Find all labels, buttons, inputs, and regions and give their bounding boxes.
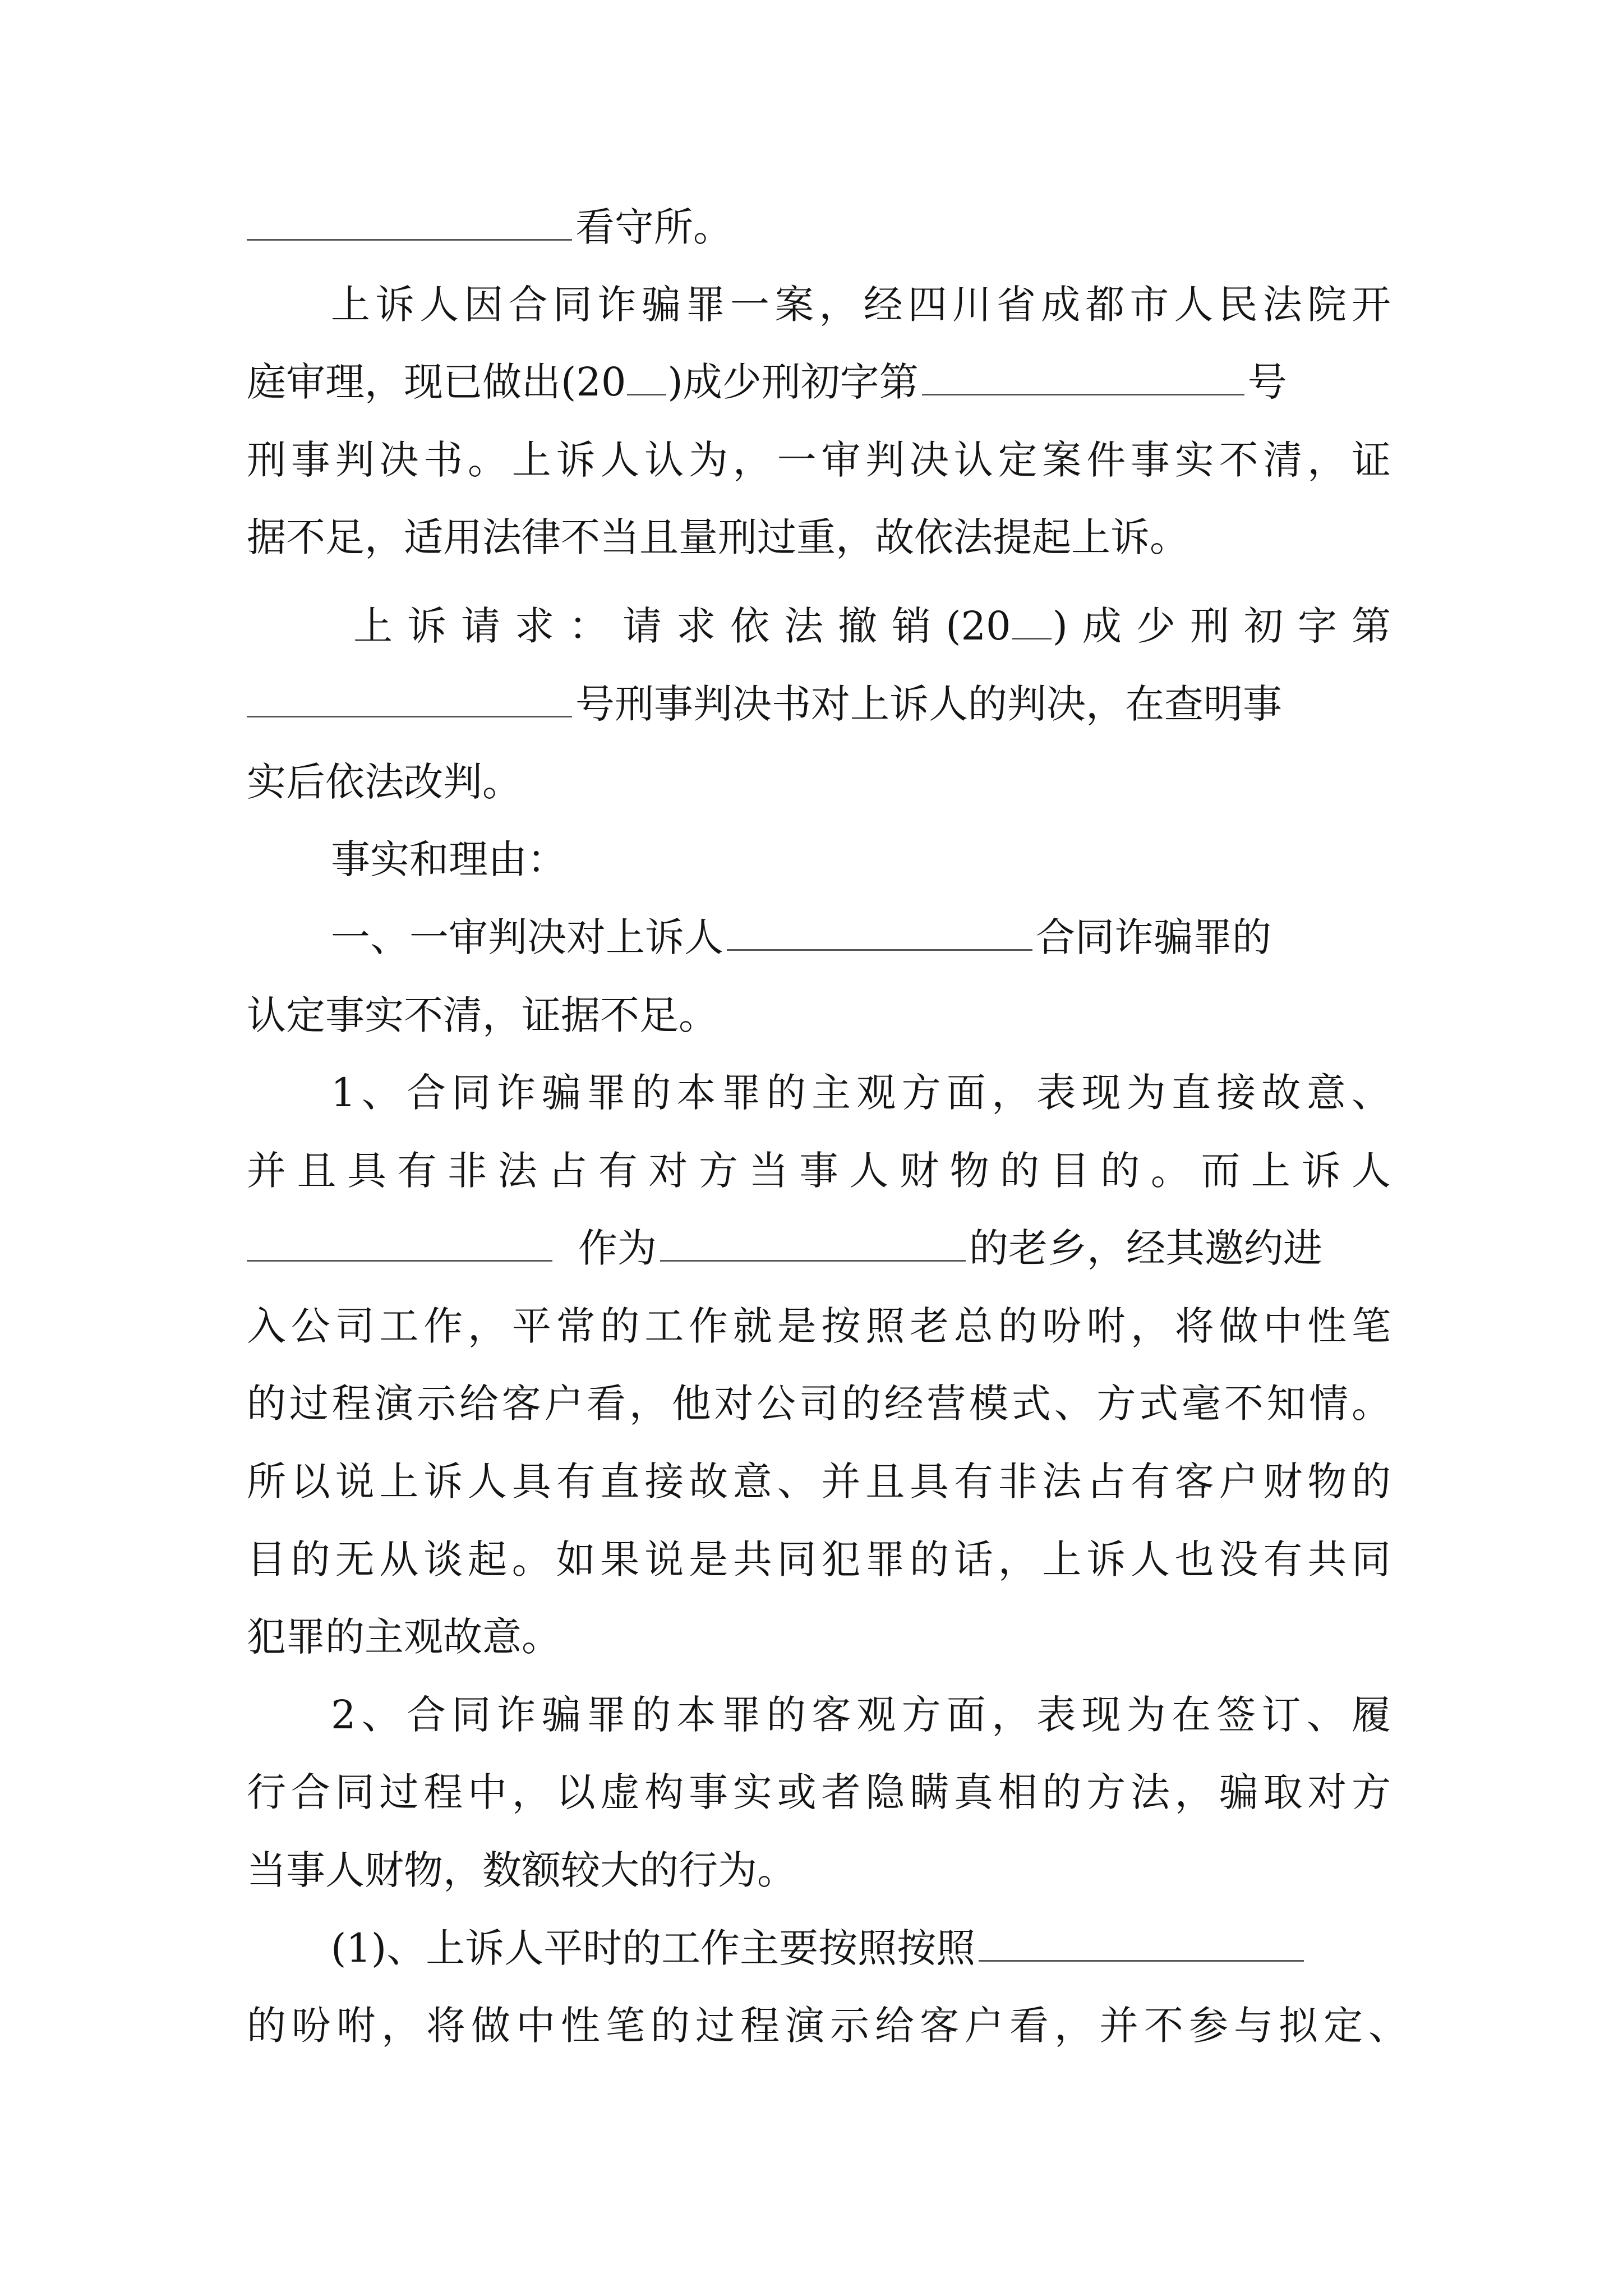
fill-in-blank: [247, 205, 572, 241]
doc-line: 行合同过程中，以虚构事实或者隐瞒真相的方法，骗取对方: [247, 1769, 1391, 1815]
doc-line: 目的无从谈起。如果说是共同犯罪的话，上诉人也没有共同: [247, 1536, 1391, 1582]
doc-line: 庭审理，现已做出(20 )成少刑初字第 号: [247, 359, 1287, 405]
doc-line: 事实和理由：: [331, 836, 566, 882]
doc-line: 实后依法改判。: [247, 759, 522, 805]
doc-line: 上诉请求：请求依法撤销(20 )成少刑初字第: [353, 603, 1391, 649]
doc-line: 作为 的老乡，经其邀约进: [247, 1220, 1391, 1276]
doc-line: 2、合同诈骗罪的本罪的客观方面，表现为在签订、履: [331, 1692, 1391, 1738]
doc-line: 一、一审判决对上诉人 合同诈骗罪的: [331, 914, 1271, 960]
year-blank: [1012, 604, 1052, 639]
doc-line: 号刑事判决书对上诉人的判决，在查明事: [247, 676, 1391, 732]
fill-in-blank: [922, 360, 1244, 395]
fill-in-blank: [660, 1226, 966, 1262]
doc-line: 犯罪的主观故意。: [247, 1614, 561, 1660]
doc-line: 看守所。: [247, 199, 1391, 255]
doc-line: 认定事实不清，证据不足。: [247, 992, 718, 1038]
doc-line: 所以说上诉人具有直接故意、并且具有非法占有客户财物的: [247, 1458, 1391, 1504]
doc-line: (1)、上诉人平时的工作主要按照按照: [331, 1920, 1391, 1976]
doc-line: 并且具有非法占有对方当事人财物的目的。而上诉人: [247, 1148, 1391, 1194]
doc-line: 的过程演示给客户看，他对公司的经营模式、方式毫不知情。: [247, 1381, 1391, 1427]
doc-line: 据不足，适用法律不当且量刑过重，故依法提起上诉。: [247, 514, 1189, 560]
fill-in-blank: [727, 915, 1032, 951]
fill-in-blank: [247, 1226, 552, 1262]
fill-in-blank: [979, 1926, 1304, 1962]
doc-line: 当事人财物，数额较大的行为。: [247, 1847, 796, 1893]
doc-line: 的吩咐，将做中性笔的过程演示给客户看，并不参与拟定、: [247, 2003, 1408, 2049]
year-blank: [627, 360, 666, 395]
doc-line: 上诉人因合同诈骗罪一案，经四川省成都市人民法院开: [331, 282, 1391, 328]
doc-line: 1、合同诈骗罪的本罪的主观方面，表现为直接故意、: [331, 1070, 1391, 1116]
doc-line: 入公司工作，平常的工作就是按照老总的吩咐，将做中性笔: [247, 1303, 1391, 1349]
doc-line: 刑事判决书。上诉人认为，一审判决认定案件事实不清，证: [247, 437, 1391, 483]
fill-in-blank: [247, 682, 572, 717]
